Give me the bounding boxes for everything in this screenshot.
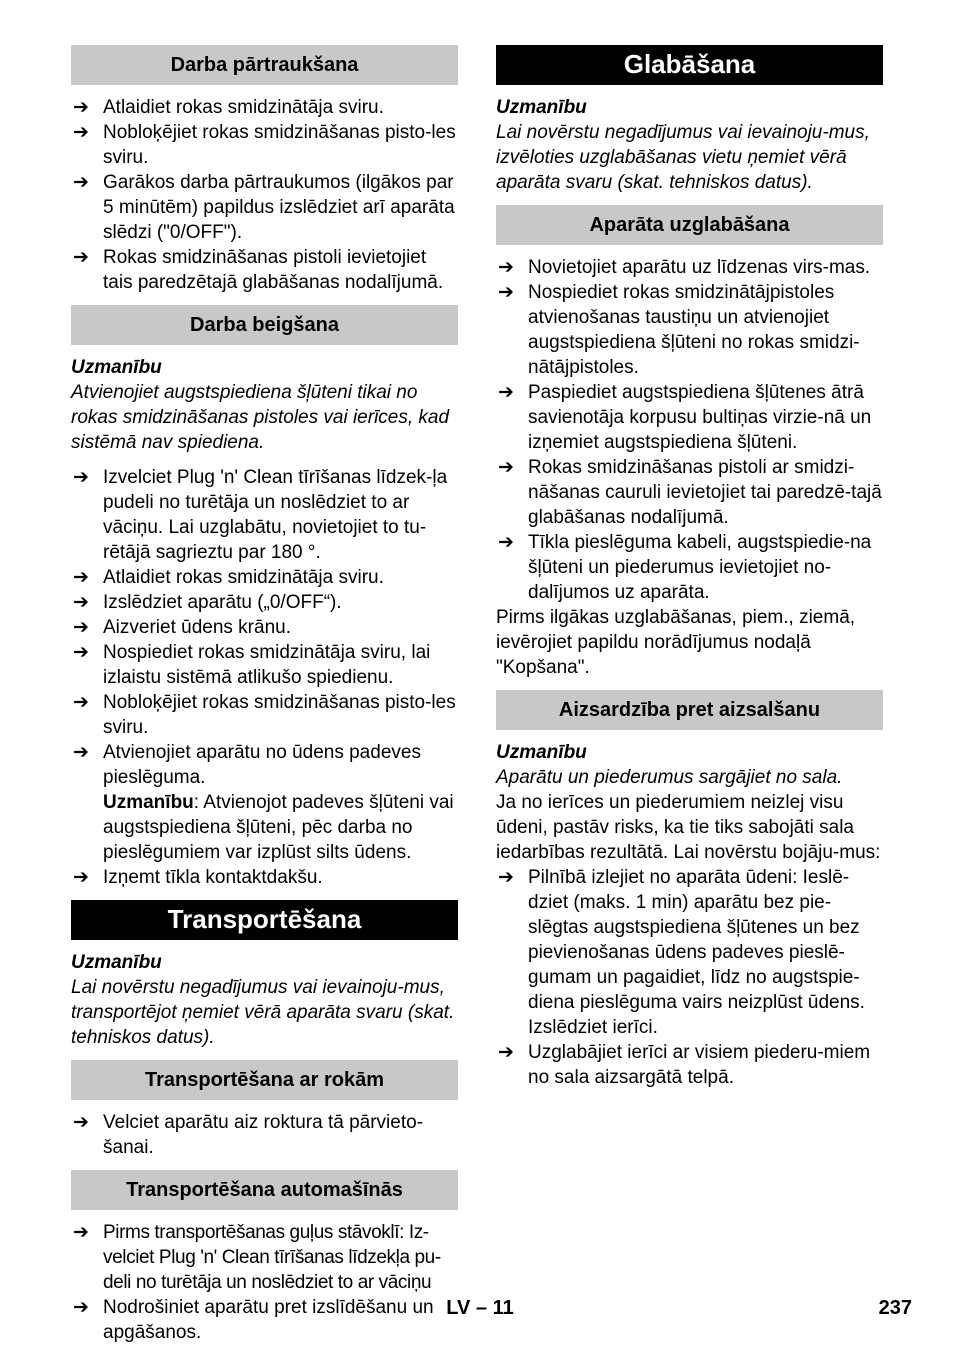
list-item: ➔ Izslēdziet aparātu („0/OFF“). <box>73 592 342 613</box>
arrow-right-icon: ➔ <box>73 467 89 488</box>
heading-glabasana: Glabāšana <box>496 45 883 85</box>
list-item: ➔ Nodrošiniet aparātu pret izslīdēšanu un apgāšanos. <box>73 1297 434 1343</box>
arrow-right-icon: ➔ <box>73 1112 89 1133</box>
arrow-right-icon: ➔ <box>498 457 514 478</box>
list-item: ➔ Atvienojiet aparātu no ūdens padeves pieslēguma. Uzmanību: Atvienojot padeves šļūteni vai augstspiediena šļūteni, pēc darba no pieslēgumiem var izplūst silts ūdens. <box>71 740 458 865</box>
list-item: ➔ Rokas smidzināšanas pistoli ar smidzi-nāšanas cauruli ievietojiet tai paredzē-tajā glabāšanas nodalījumā. <box>498 457 882 528</box>
list-item: ➔ Garākos darba pārtraukumos (ilgākos par 5 minūtēm) papildus izslēdziet arī aparāta slēdzi ("0/OFF"). <box>73 172 455 243</box>
warning-block <box>496 95 883 195</box>
frost-text: Ja no ierīces un piederumiem neizlej visu ūdeni, pastāv risks, ka tie tiks sabojāti sala iedarbības rezultātā. Lai novērstu bojāju-mus: <box>496 792 881 863</box>
storage-note: Pirms ilgākas uzglabāšanas, piem., ziemā, ievērojiet papildu norādījumus nodaļā "Kopšana". <box>496 607 856 678</box>
warning-block <box>71 950 458 1050</box>
warning-title: Uzmanību <box>71 357 162 378</box>
heading-transportesana-ar-rokam: Transportēšana ar rokām <box>71 1060 458 1100</box>
footer-section-number: LV – 11 <box>446 1297 514 1319</box>
warning-block <box>71 355 458 455</box>
steps-aizsardziba <box>496 865 883 1090</box>
arrow-right-icon: ➔ <box>73 567 89 588</box>
steps-transportesana-ar-rokam <box>71 1110 458 1160</box>
list-item: ➔ Nobloķējiet rokas smidzināšanas pisto-les sviru. <box>73 122 456 168</box>
list-item: ➔ Velciet aparātu aiz roktura tā pārvieto-šanai. <box>73 1112 424 1158</box>
arrow-right-icon: ➔ <box>73 692 89 713</box>
arrow-right-icon: ➔ <box>73 172 89 193</box>
arrow-right-icon: ➔ <box>73 742 89 763</box>
list-item: ➔ Izvelciet Plug 'n' Clean tīrīšanas līdzek-ļa pudeli no turētāja un noslēdziet to ar vāciņu. Lai uzglabātu, novietojiet to tu-rētājā sagrieztu par 180 °. <box>73 467 448 563</box>
list-item: ➔ Tīkla pieslēguma kabeli, augstspiedie-na šļūteni un piederumus ievietojiet no-dalījumos uz aparāta. <box>498 532 872 603</box>
heading-aizsardziba-pret-aizsalsanu: Aizsardzība pret aizsalšanu <box>496 690 883 730</box>
heading-transportesana: Transportēšana <box>71 900 458 940</box>
arrow-right-icon: ➔ <box>498 382 514 403</box>
warning-title: Uzmanību <box>496 97 587 118</box>
arrow-right-icon: ➔ <box>73 97 89 118</box>
heading-darba-partrauksana: Darba pārtraukšana <box>71 45 458 85</box>
list-item: ➔ Atlaidiet rokas smidzinātāja sviru. <box>73 97 384 118</box>
list-item: ➔ Nospiediet rokas smidzinātāja sviru, lai izlaistu sistēmā atlikušo spiedienu. <box>73 642 431 688</box>
footer-page-number: 237 <box>878 1297 912 1319</box>
list-item: ➔ Nospiediet rokas smidzinātājpistoles atvienošanas taustiņu un atvienojiet augstspiediena šļūteni no rokas smidzi-nātājpistoles. <box>498 282 860 378</box>
arrow-right-icon: ➔ <box>498 282 514 303</box>
arrow-right-icon: ➔ <box>73 1222 89 1243</box>
arrow-right-icon: ➔ <box>73 617 89 638</box>
list-item: ➔ Paspiediet augstspiediena šļūtenes ātrā savienotāja korpusu bultiņas virzie-nā un izņemiet augstspiediena šļūteni. <box>498 382 872 453</box>
list-item: ➔ Izņemt tīkla kontaktdakšu. <box>73 867 323 888</box>
warning-text: Atvienojiet augstspiediena šļūteni tikai no rokas smidzināšanas pistoles vai ierīces, kad sistēmā nav spiediena. <box>71 382 450 453</box>
warning-title: Uzmanību <box>71 952 162 973</box>
heading-transportesana-automasinas: Transportēšana automašīnās <box>71 1170 458 1210</box>
list-item: ➔ Pirms transportēšanas guļus stāvoklī: Iz-velciet Plug 'n' Clean tīrīšanas līdzekļa pu-deli no turētāja un noslēdziet to ar vāciņu <box>73 1222 441 1293</box>
arrow-right-icon: ➔ <box>73 122 89 143</box>
list-item: ➔ Nobloķējiet rokas smidzināšanas pisto-les sviru. <box>73 692 456 738</box>
arrow-right-icon: ➔ <box>498 257 514 278</box>
arrow-right-icon: ➔ <box>73 592 89 613</box>
warning-text: Lai novērstu negadījumus vai ievainoju-mus, transportējot ņemiet vērā aparāta svaru (skat. tehniskos datus). <box>71 977 455 1048</box>
arrow-right-icon: ➔ <box>73 867 89 888</box>
arrow-right-icon: ➔ <box>73 247 89 268</box>
steps-transportesana-automasinas <box>71 1220 458 1345</box>
inline-warning: Uzmanību: Atvienojot padeves šļūteni vai augstspiediena šļūteni, pēc darba no pieslēgumiem var izplūst silts ūdens. <box>103 792 454 863</box>
steps-darba-beigsana <box>71 465 458 890</box>
arrow-right-icon: ➔ <box>73 642 89 663</box>
arrow-right-icon: ➔ <box>498 1042 514 1063</box>
steps-aparata-uzglabasana <box>496 255 883 605</box>
steps-darba-partrauksana <box>71 95 458 295</box>
list-item: ➔ Uzglabājiet ierīci ar visiem piederu-miem no sala aizsargātā telpā. <box>498 1042 871 1088</box>
list-item: ➔ Aizveriet ūdens krānu. <box>73 617 291 638</box>
warning-block <box>496 740 883 790</box>
list-item: ➔ Atlaidiet rokas smidzinātāja sviru. <box>73 567 384 588</box>
heading-darba-beigsana: Darba beigšana <box>71 305 458 345</box>
arrow-right-icon: ➔ <box>73 1297 89 1318</box>
list-item: ➔ Pilnībā izlejiet no aparāta ūdeni: Ieslē-dziet (maks. 1 min) aparātu bez pie-slēgtas augstspiediena šļūtenes un bez pievienošanas ūdens padeves pieslē-gumam un pagaidiet, līdz no augstspie-diena pieslēguma vairs neizplūst ūdens. Izslēdziet ierīci. <box>498 867 865 1038</box>
arrow-right-icon: ➔ <box>498 532 514 553</box>
arrow-right-icon: ➔ <box>498 867 514 888</box>
list-item: ➔ Rokas smidzināšanas pistoli ievietojiet tais paredzētajā glabāšanas nodalījumā. <box>73 247 444 293</box>
warning-text: Aparātu un piederumus sargājiet no sala. <box>496 767 843 788</box>
right-column <box>496 45 883 1100</box>
list-item: ➔ Novietojiet aparātu uz līdzenas virs-mas. <box>498 257 871 278</box>
heading-aparata-uzglabasana: Aparāta uzglabāšana <box>496 205 883 245</box>
warning-text: Lai novērstu negadījumus vai ievainoju-mus, izvēloties uzglabāšanas vietu ņemiet vērā aparāta svaru (skat. tehniskos datus). <box>496 122 870 193</box>
warning-title: Uzmanību <box>496 742 587 763</box>
left-column <box>71 45 458 1355</box>
